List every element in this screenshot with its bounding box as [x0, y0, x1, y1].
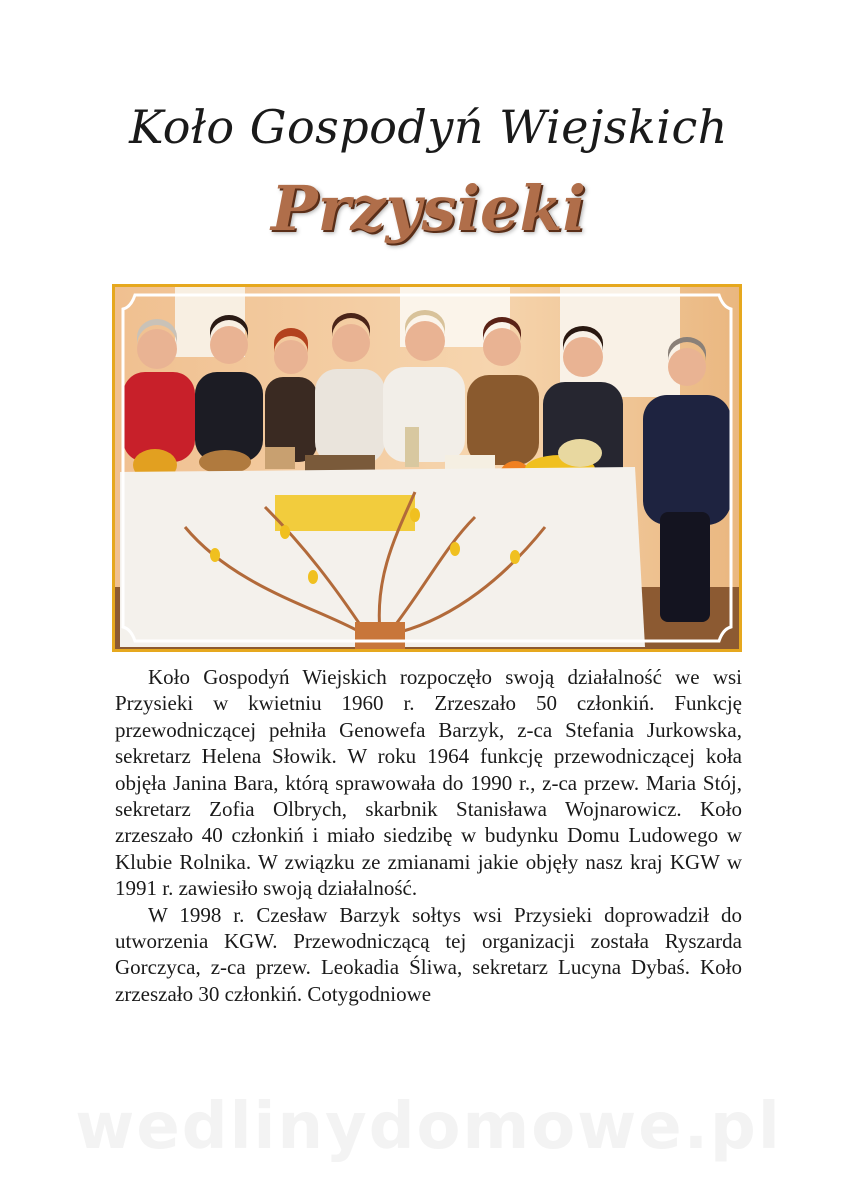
face-2	[210, 326, 248, 364]
yellow-runner	[275, 495, 415, 531]
article-body	[115, 664, 742, 1007]
person-6	[467, 375, 539, 465]
face-4	[332, 324, 370, 362]
page-title-line2: Przysieki	[271, 172, 586, 245]
face-1	[137, 329, 177, 369]
person-8-legs	[660, 512, 710, 622]
group-photo-illustration	[115, 287, 739, 649]
paragraph-1: Koło Gospodyń Wiejskich rozpoczęło swoją działalność we wsi Przysieki w kwietniu 1960 r. Zrzeszało 50 członkiń. Funkcję przewodniczącej pełniła Genowefa Barzyk, z-ca Stefania Jurkowska, sekretarz Helena Słowik. W roku 1964 funkcję przewodniczącej koła objęła Janina Bara, którą sprawowała do 1990 r., z-ca przew. Maria Stój, sekretarz Zofia Olbrych, skarbnik Stanisława Wojnarowicz. Koło zrzeszało 40 członkiń i miało siedzibę w budynku Domu Ludowego w Klubie Rolnika. W związku ze zmianami jakie objęły nasz kraj KGW w 1991 r. zawiesiło swoją działalność.	[115, 665, 742, 901]
paragraph-2: W 1998 r. Czesław Barzyk sołtys wsi Przysieki doprowadził do utworzenia KGW. Przewodniczącą tej organizacji została Ryszarda Gorczyca, z-ca przew. Leokadia Śliwa, sekretarz Lucyna Dybaś. Koło zrzeszało 30 członkiń. Cotygodniowe	[115, 902, 742, 1006]
face-5	[405, 321, 445, 361]
person-1	[123, 372, 195, 462]
face-7	[563, 337, 603, 377]
person-2	[195, 372, 263, 462]
person-8	[643, 395, 731, 525]
person-4	[315, 369, 385, 464]
page-title-line1: Koło Gospodyń Wiejskich	[129, 100, 728, 154]
watermark: wedlinydomowe.pl	[75, 1090, 782, 1164]
tablecloth	[120, 467, 645, 647]
group-photo	[112, 284, 742, 652]
face-3	[274, 340, 308, 374]
face-8	[668, 348, 706, 386]
person-5	[383, 367, 465, 462]
face-6	[483, 328, 521, 366]
flower-pot	[355, 622, 405, 649]
